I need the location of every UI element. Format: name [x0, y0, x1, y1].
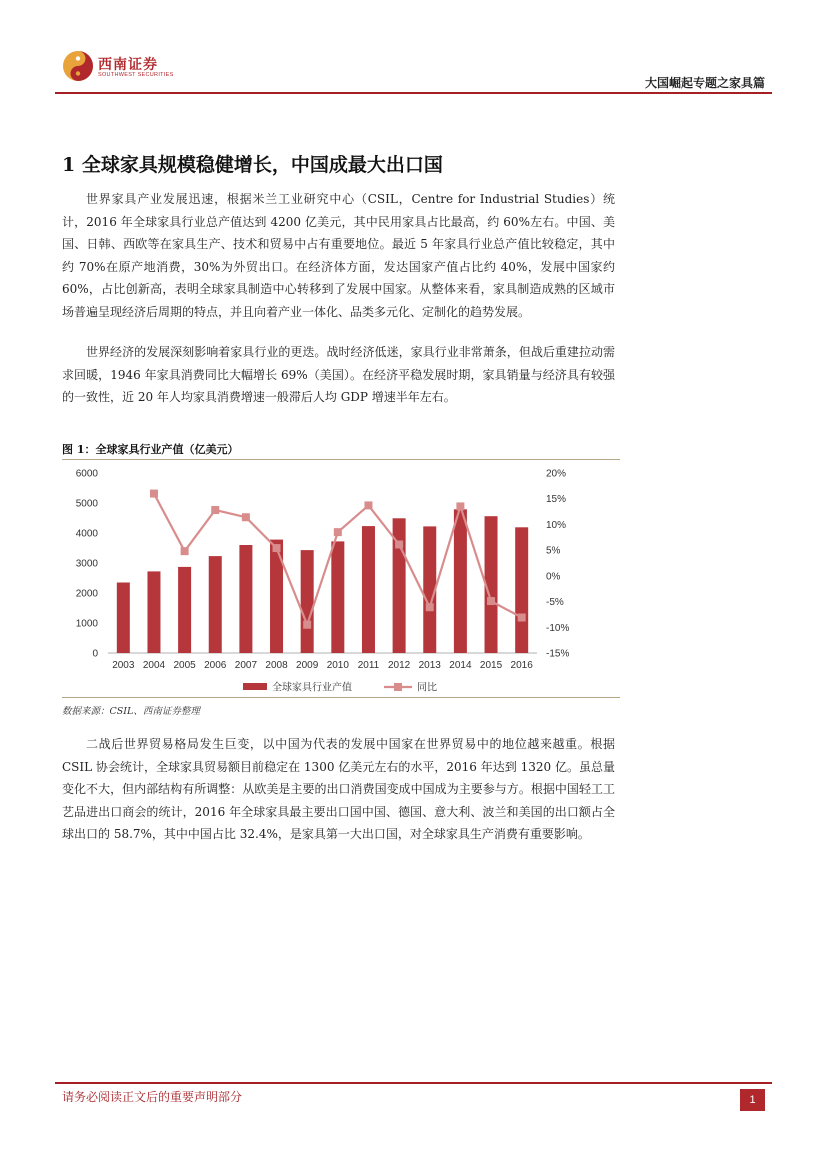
bar-2007: [239, 545, 252, 653]
company-logo: [62, 50, 182, 84]
bar-2010: [331, 541, 344, 653]
yoy-point-2013: [426, 603, 434, 611]
body-paragraph-1: 世界家具产业发展迅速，根据米兰工业研究中心（CSIL，Centre for Industrial Studies）统计，2016 年全球家具行业总产值达到 4200 亿美元，其中民用家具占比最高，约 60%左右。中国、美国、日韩、西欧等在家具生产、技术和贸易中占有重要地位。最近 5 年家具行业总产值比较稳定，其中约 70%在原产地消费，30%为外贸出口。在经济体方面，发达国家产值占比约 40%，发展中国家约 60%，占比创新高，表明全球家具制造中心转移到了发展中国家。从整体来看，家具制造成熟的区域市场普遍呈现经济后周期的特点，并且向着产业一体化、品类多元化、定制化的趋势发展。: [62, 192, 615, 319]
y-right-tick-label: -15%: [546, 648, 570, 660]
y-right-tick-label: -5%: [546, 597, 564, 609]
yoy-point-2007: [242, 513, 250, 521]
y-right-tick-label: 10%: [546, 519, 567, 531]
bar-2014: [454, 509, 467, 653]
figure-bottom-rule: [62, 697, 620, 698]
y-left-tick-label: 1000: [75, 618, 98, 630]
logo-chinese-name: 西南证券: [98, 57, 158, 73]
bar-2011: [362, 526, 375, 653]
x-tick-label: 2007: [234, 660, 258, 671]
x-tick-label: 2006: [204, 660, 227, 671]
yoy-point-2011: [364, 501, 372, 509]
x-tick-label: 2009: [296, 660, 319, 671]
y-left-tick-label: 5000: [75, 498, 98, 510]
yoy-point-2010: [334, 528, 342, 536]
body-paragraph-2: 世界经济的发展深刻影响着家具行业的更迭。战时经济低迷，家具行业非常萧条，但战后重建拉动需求回暖，1946 年家具消费同比大幅增长 69%（美国）。在经济平稳发展时期，家具销量与经济具有较强的一致性，近 20 年人均家具消费增速一般滞后人均 GDP 增速半年左右。: [62, 345, 615, 405]
yoy-point-2008: [273, 544, 281, 552]
x-tick-label: 2013: [418, 660, 441, 671]
bar-2003: [117, 583, 130, 654]
header-divider: [55, 92, 772, 94]
figure-source: 数据来源：CSIL、西南证券整理: [62, 706, 200, 717]
x-tick-label: 2010: [326, 660, 349, 671]
x-tick-label: 2011: [357, 660, 380, 671]
y-right-tick-label: 0%: [546, 571, 561, 583]
x-tick-label: 2004: [142, 660, 166, 671]
y-left-tick-label: 6000: [75, 468, 98, 480]
x-tick-label: 2012: [387, 660, 411, 671]
yoy-point-2009: [303, 621, 311, 629]
y-left-tick-label: 4000: [75, 528, 98, 540]
x-tick-label: 2015: [479, 660, 503, 671]
y-right-tick-label: 20%: [546, 468, 567, 480]
x-tick-label: 2005: [173, 660, 196, 671]
legend-bar-label: 全球家具行业产值: [272, 682, 352, 694]
legend-bar-swatch: [243, 683, 267, 690]
bar-2009: [301, 550, 314, 653]
y-right-tick-label: 5%: [546, 545, 561, 557]
bar-2004: [147, 571, 160, 653]
bar-2005: [178, 567, 191, 653]
yoy-point-2012: [395, 540, 403, 548]
y-left-tick-label: 2000: [75, 588, 98, 600]
logo-mark-icon: [62, 50, 94, 82]
y-left-tick-label: 3000: [75, 558, 98, 570]
yoy-point-2006: [211, 506, 219, 514]
bar-2016: [515, 527, 528, 653]
x-tick-label: 2014: [449, 660, 472, 671]
y-right-tick-label: 15%: [546, 494, 567, 506]
logo-english-name: SOUTHWEST SECURITIES: [98, 72, 174, 78]
y-right-tick-label: -10%: [546, 622, 570, 634]
x-tick-label: 2003: [112, 660, 135, 671]
yoy-point-2005: [181, 547, 189, 555]
figure-title: 图 1：全球家具行业产值（亿美元）: [62, 443, 239, 456]
section-heading: 1 全球家具规模稳健增长，中国成最大出口国: [62, 154, 443, 176]
report-title: 大国崛起专题之家具篇: [644, 76, 765, 90]
legend-line-marker: [394, 683, 402, 691]
footer-divider: [55, 1082, 772, 1084]
page-number: 1: [740, 1089, 765, 1111]
legend-line-label: 同比: [417, 682, 437, 694]
x-tick-label: 2016: [510, 660, 533, 671]
bar-2006: [209, 556, 222, 653]
y-left-tick-label: 0: [92, 648, 98, 660]
yoy-point-2015: [487, 597, 495, 605]
body-paragraph-3: 二战后世界贸易格局发生巨变，以中国为代表的发展中国家在世界贸易中的地位越来越重。根据 CSIL 协会统计，全球家具贸易额目前稳定在 1300 亿美元左右的水平，2016 年达到 1320 亿。虽总量变化不大，但内部结构有所调整：从欧美是主要的出口消费国变成中国成为主要参与方。根据中国轻工工艺品进出口商会的统计，2016 年全球家具最主要出口国中国、德国、意大利、波兰和美国的出口额占全球出口的 58.7%，其中中国占比 32.4%，是家具第一大出口国，对全球家具生产消费有重要影响。: [62, 737, 615, 842]
furniture-output-chart: [62, 460, 620, 697]
yoy-point-2004: [150, 490, 158, 498]
x-tick-label: 2008: [265, 660, 288, 671]
yoy-point-2014: [456, 502, 464, 510]
yoy-point-2016: [518, 614, 526, 622]
footer-disclaimer: 请务必阅读正文后的重要声明部分: [62, 1090, 243, 1104]
